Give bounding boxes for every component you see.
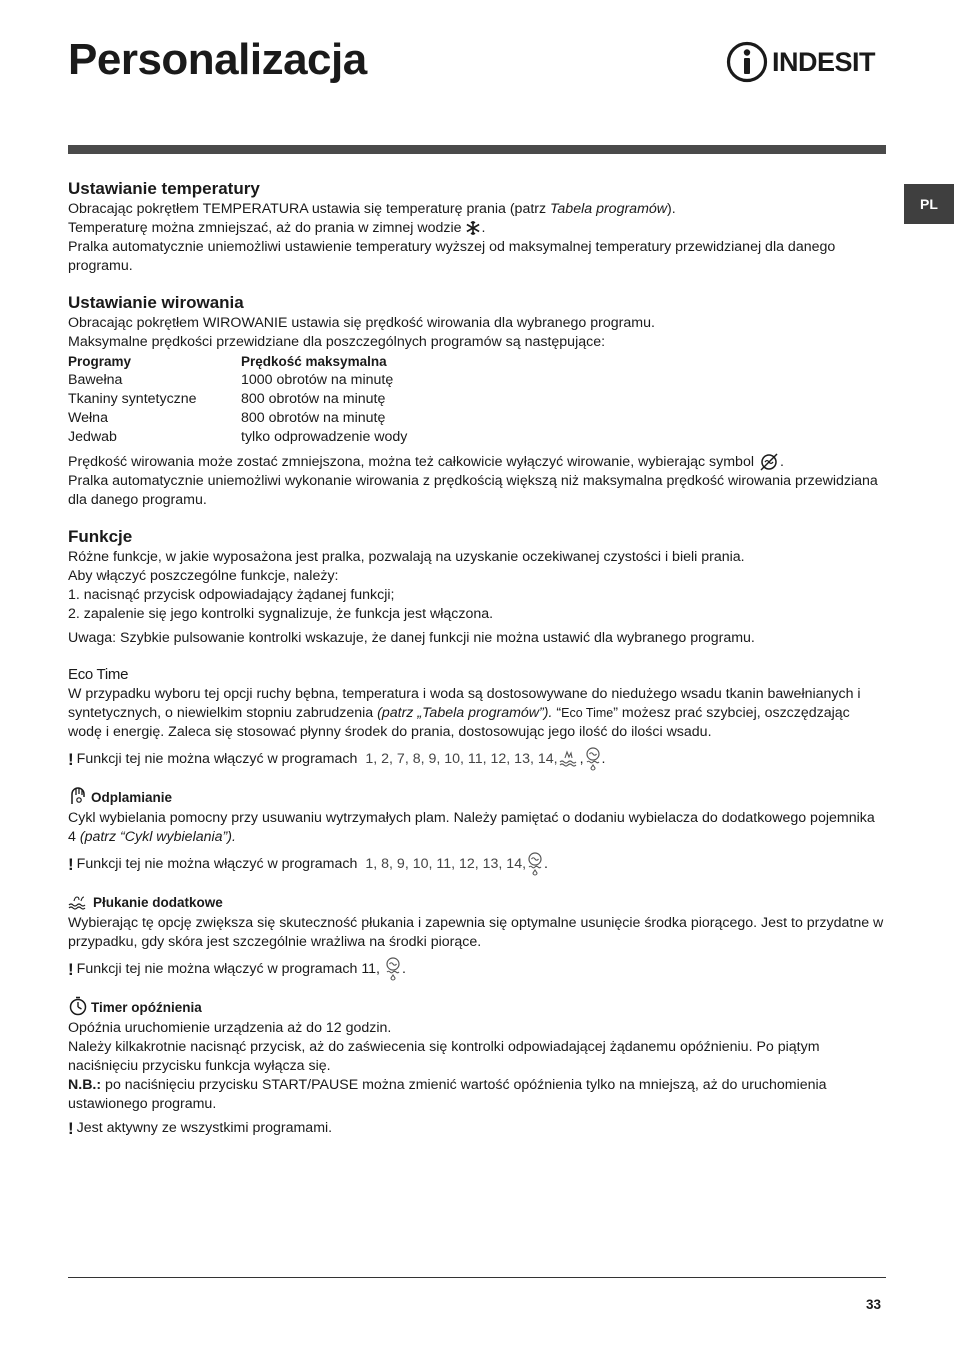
- spin-drain-icon: [584, 747, 602, 771]
- brand-name: INDESIT: [772, 46, 876, 77]
- function-extra-rinse: [68, 890, 886, 981]
- ecotime-heading: [68, 664, 886, 685]
- heading-temperature: Ustawianie temperatury: [68, 179, 260, 198]
- stain-warning: ! Funkcji tej nie można włączyć w programach 1, 8, 9, 10, 11, 12, 13, 14, .: [68, 852, 886, 876]
- table-cell: Wełna: [68, 410, 108, 426]
- timer-label: Timer opóźnienia: [91, 1000, 202, 1015]
- ecotime-text: W przypadku wyboru tej opcji ruchy bębna, temperatura i woda są dostosowywane do niedużego wsadu tkanin bawełnianych i syntetycznych, o niewielkim stopniu zabrudzenia (patrz „Tabela programów”). “Eco Time” możesz prać szybciej, oszczędzając wodę i energię. Zaleca się stosować płynny środek do prania, dostosowując jego ilość do ilości wsadu.: [68, 686, 861, 740]
- func-note: Uwaga: Szybkie pulsowanie kontrolki wskazuje, że danej funkcji nie można ustawić dla wybranego programu.: [68, 630, 755, 646]
- table-cell: Bawełna: [68, 372, 123, 388]
- stain-removal-icon: [68, 786, 88, 806]
- table-row: [68, 409, 407, 428]
- func-line-1: Różne funkcje, w jakie wyposażona jest pralka, pozwalają na uzyskanie oczekiwanej czystości i bieli prania.: [68, 549, 745, 565]
- timer-text-1: Opóźnia uruchomienie urządzenia aż do 12 godzin.: [68, 1020, 392, 1036]
- indesit-logo-icon: [726, 41, 768, 83]
- rinse-label: Płukanie dodatkowe: [93, 895, 223, 910]
- table-cell: 800 obrotów na minutę: [241, 391, 386, 407]
- function-ecotime: [68, 664, 886, 771]
- section-functions: [68, 526, 886, 648]
- spin-line-4: Pralka automatycznie uniemożliwi wykonanie wirowania z prędkością większą niż maksymalna prędkość wirowania przewidziana dla danego programu.: [68, 473, 878, 508]
- stain-text: Cykl wybielania pomocny przy usuwaniu wytrzymałych plam. Należy pamiętać o dodaniu wybielacza do dodatkowego pojemnika 4 (patrz “Cykl wybielania”).: [68, 810, 875, 845]
- section-temperature: [68, 178, 886, 276]
- spin-speed-table: [68, 352, 407, 447]
- top-divider: [68, 145, 886, 154]
- spin-drain-icon: [526, 852, 544, 876]
- heading-functions: Funkcje: [68, 527, 133, 546]
- bottom-divider: [68, 1277, 886, 1278]
- snowflake-icon: [465, 220, 481, 236]
- warning-icon: !: [68, 749, 74, 769]
- table-header: Prędkość maksymalna: [241, 354, 387, 369]
- warning-icon: !: [68, 1119, 74, 1138]
- table-cell: tylko odprowadzenie wody: [241, 429, 408, 445]
- heading-spin: Ustawianie wirowania: [68, 293, 244, 312]
- spin-line-1: Obracając pokrętłem WIROWANIE ustawia się prędkość wirowania dla wybranego programu.: [68, 315, 655, 331]
- warning-icon: !: [68, 959, 74, 979]
- rinse-text: Wybierając tę opcję zwiększa się skuteczność płukania i zapewnia się optymalne usunięcie środka piorącego. Jest to przydatne w przypadku, gdy skóra jest szczególnie wrażliwa na środki piorące.: [68, 915, 884, 950]
- brand-logo: [726, 40, 875, 84]
- warning-icon: !: [68, 854, 74, 874]
- rinse-warning: ! Funkcji tej nie można włączyć w programach 11, .: [68, 957, 886, 981]
- func-line-4: 2. zapalenie się jego kontrolki sygnalizuje, że funkcja jest włączona.: [68, 606, 494, 622]
- timer-warning: ! Jest aktywny ze wszystkimi programami.: [68, 1119, 333, 1138]
- extra-rinse-icon: [68, 895, 90, 911]
- timer-text-2: Należy kilkakrotnie nacisnąć przycisk, aż do zaświecenia się kontrolki odpowiadającej żądanemu opóźnieniu. Po piątym naciśnięciu przycisku funkcja wyłącza się.: [68, 1039, 820, 1074]
- table-row: [68, 371, 407, 390]
- table-cell: 800 obrotów na minutę: [241, 410, 386, 426]
- handwash-icon: [558, 750, 580, 768]
- timer-note: N.B.: po naciśnięciu przycisku START/PAUSE można zmienić wartość opóźnienia tylko na mniejszą, aż do uruchomienia ustawionego programu.: [68, 1077, 827, 1112]
- page-title: Personalizacja: [68, 35, 367, 84]
- temp-line-3: Pralka automatycznie uniemożliwi ustawienie temperatury wyższej od maksymalnej temperatury przewidzianej dla danego programu.: [68, 239, 836, 274]
- table-header: Programy: [68, 354, 132, 369]
- section-spin: [68, 292, 886, 510]
- stain-program-list: 1, 8, 9, 10, 11, 12, 13, 14,: [365, 855, 527, 872]
- spin-line-3: Prędkość wirowania może zostać zmniejszona, można też całkowicie wyłączyć wirowanie, wybierając symbol .: [68, 452, 886, 472]
- language-tab: PL: [904, 184, 954, 224]
- function-delay-timer: [68, 995, 886, 1138]
- temp-line-1: Obracając pokrętłem TEMPERATURA ustawia się temperaturę prania (patrz Tabela programów).: [68, 201, 676, 217]
- spin-line-2: Maksymalne prędkości przewidziane dla poszczególnych programów są następujące:: [68, 334, 606, 350]
- timer-heading: [68, 995, 886, 1016]
- ecotime-program-list: 1, 2, 7, 8, 9, 10, 11, 12, 13, 14,: [365, 750, 558, 767]
- function-stain-removal: [68, 785, 886, 876]
- table-row: [68, 390, 407, 409]
- spin-drain-icon: [384, 957, 402, 981]
- func-line-2: Aby włączyć poszczególne funkcje, należy:: [68, 568, 339, 584]
- stain-label: Odplamianie: [91, 790, 173, 805]
- stain-heading: [68, 785, 886, 806]
- table-row: [68, 428, 407, 447]
- page-number: 33: [866, 1297, 882, 1312]
- no-spin-icon: [758, 452, 780, 472]
- table-cell: Tkaniny syntetyczne: [68, 391, 197, 407]
- ecotime-warning: ! Funkcji tej nie można włączyć w programach 1, 2, 7, 8, 9, 10, 11, 12, 13, 14, , .: [68, 747, 886, 771]
- timer-icon: [68, 996, 88, 1016]
- table-header-row: [68, 352, 407, 371]
- main-content: [68, 178, 886, 1138]
- func-line-3: 1. nacisnąć przycisk odpowiadający żądanej funkcji;: [68, 587, 395, 603]
- table-cell: Jedwab: [68, 429, 117, 445]
- ecotime-label: Eco Time: [68, 666, 129, 683]
- temp-line-2: Temperaturę można zmniejszać, aż do prania w zimnej wodzie .: [68, 220, 486, 236]
- rinse-heading: [68, 890, 886, 911]
- table-cell: 1000 obrotów na minutę: [241, 372, 394, 388]
